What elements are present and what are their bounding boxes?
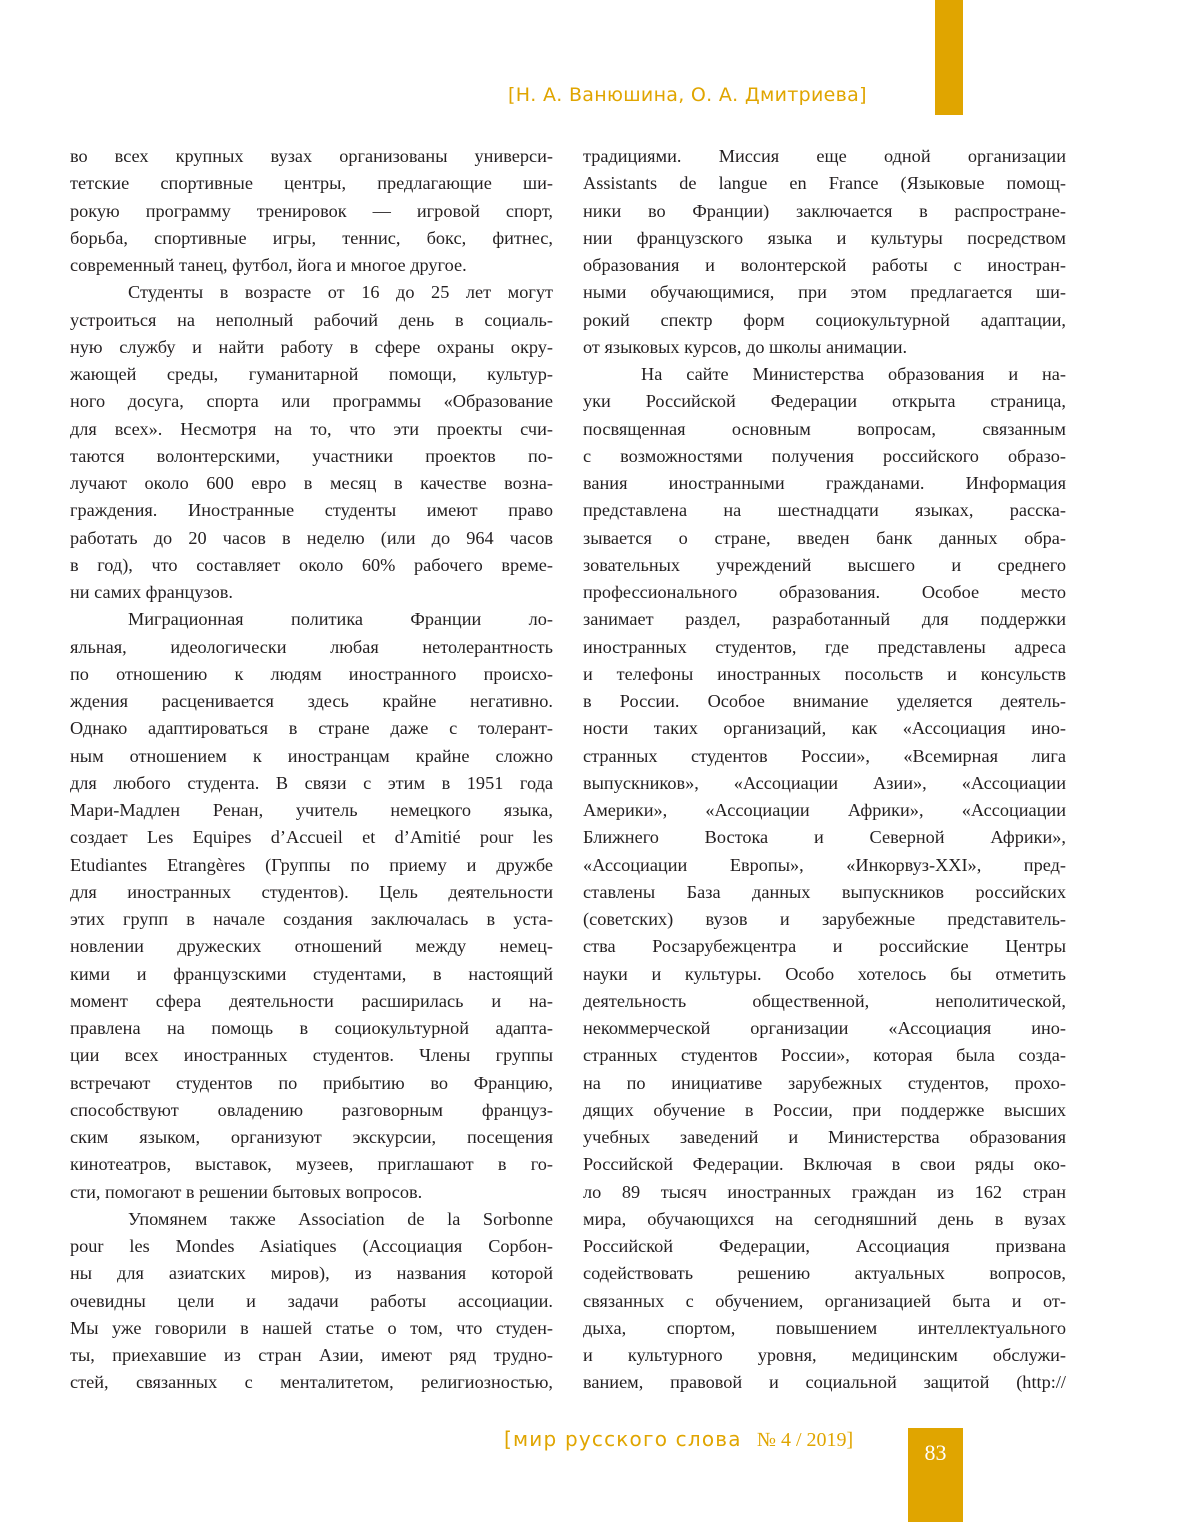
text-line: стей, связанных с менталитетом, религиозностью, — [70, 1372, 553, 1393]
text-line: Студенты в возрасте от 16 до 25 лет могут — [128, 282, 553, 303]
text-line: деятельность общественной, неполитической, — [583, 990, 1066, 1011]
text-line: с возможностями получения российского образо- — [583, 445, 1066, 466]
text-line: науки и культуры. Особо хотелось бы отметить — [583, 963, 1066, 984]
text-line: ло 89 тысяч иностранных граждан из 162 стран — [583, 1181, 1066, 1202]
text-line: ции всех иностранных студентов. Члены группы — [70, 1045, 553, 1066]
text-line: некоммерческой организации «Ассоциация ино- — [583, 1018, 1066, 1038]
text-line: нии французского языка и культуры посредством — [583, 227, 1066, 248]
text-line: этих групп в начале создания заключалась в уста- — [70, 909, 553, 929]
text-line: ным отношением к иностранцам крайне сложно — [70, 745, 553, 766]
text-line: правлена на помощь в социокультурной адапта- — [70, 1018, 553, 1038]
text-line: Миграционная политика Франции ло- — [128, 609, 553, 630]
text-line: встречают студентов по прибытию во Францию, — [70, 1072, 553, 1093]
text-line: зывается о стране, введен банк данных обра- — [583, 527, 1066, 548]
text-line: ны для азиатских миров), из названия которой — [70, 1263, 553, 1284]
text-line: Упомянем также Association de la Sorbonne — [128, 1208, 553, 1229]
text-line: устроиться на неполный рабочий день в социаль- — [70, 309, 553, 330]
text-line: очевидны цели и задачи работы ассоциации. — [70, 1290, 553, 1311]
page-number: 83 — [924, 1440, 947, 1465]
right-column — [583, 143, 1066, 1397]
text-line: ными обучающимися, при этом предлагается ши- — [583, 282, 1066, 303]
text-line: уки Российской Федерации открыта страница, — [583, 391, 1066, 412]
text-line: жающей среды, гуманитарной помощи, культур- — [70, 364, 553, 384]
text-line: «Ассоциации Европы», «Инкорвуз-XXI», пред- — [583, 854, 1066, 875]
text-line: в России. Особое внимание уделяется деятель- — [583, 691, 1066, 711]
text-line: вания иностранными гражданами. Информация — [583, 473, 1066, 493]
text-line: Etudiantes Etrangères (Группы по приему и дружбе — [70, 854, 553, 875]
text-line: дыха, спортом, повышением интеллектуального — [583, 1317, 1066, 1338]
text-line: pour les Mondes Asiatiques (Ассоциация Сорбон- — [70, 1236, 553, 1256]
paragraph — [583, 361, 1066, 1397]
text-line: способствуют овладению разговорным француз- — [70, 1099, 553, 1120]
text-line: ства Росзарубежцентра и российские Центры — [583, 936, 1066, 957]
text-line: работать до 20 часов в неделю (или до 964 часов — [70, 527, 553, 548]
text-line: во всех крупных вузах организованы универси- — [70, 146, 553, 166]
text-line: рокий спектр форм социокультурной адаптации, — [583, 309, 1066, 330]
paragraph — [70, 143, 553, 279]
text-line: профессионального образования. Особое место — [583, 582, 1066, 602]
text-line: (советских) вузов и зарубежные представитель- — [583, 909, 1066, 929]
text-line: странных студентов России», «Всемирная лига — [583, 745, 1066, 766]
text-line: На сайте Министерства образования и на- — [641, 364, 1066, 384]
text-line: связанных с обучением, организацией быта и от- — [583, 1290, 1066, 1311]
text-line: образования и волонтерской работы с иностран- — [583, 255, 1066, 275]
text-line: Ближнего Востока и Северной Африки», — [583, 827, 1066, 848]
left-column — [70, 143, 553, 1397]
text-line: в год), что составляет около 60% рабочего време- — [70, 554, 553, 575]
text-line: таются волонтерскими, участники проектов по- — [70, 445, 553, 466]
text-line: и телефоны иностранных посольств и консульств — [583, 663, 1066, 684]
text-line: по отношению к людям иностранного происхо- — [70, 663, 553, 684]
text-line: занимает раздел, разработанный для поддержки — [583, 609, 1066, 630]
text-line: дящих обучение в России, при поддержке высших — [583, 1099, 1066, 1120]
text-line: учебных заведений и Министерства образования — [583, 1127, 1066, 1147]
text-line: ты, приехавшие из стран Азии, имеют ряд трудно- — [70, 1345, 553, 1365]
paragraph — [70, 1206, 553, 1397]
text-line: Мы уже говорили в нашей статье о том, что студен- — [70, 1317, 553, 1338]
text-line: ного досуга, спорта или программы «Образование — [70, 391, 553, 412]
text-line: рокую программу тренировок — игровой спорт, — [70, 200, 553, 221]
text-line: на по инициативе зарубежных студентов, прохо- — [583, 1072, 1066, 1093]
text-line: Российской Федерации, Ассоциация призвана — [583, 1236, 1066, 1256]
paragraph — [583, 143, 1066, 361]
text-line: и культурного уровня, медицинским обслужи- — [583, 1345, 1066, 1365]
text-line: граждения. Иностранные студенты имеют право — [70, 500, 553, 521]
text-line: мира, обучающихся на сегодняшний день в вузах — [583, 1208, 1066, 1229]
text-line: Америки», «Ассоциации Африки», «Ассоциации — [583, 800, 1066, 820]
text-line: странных студентов России», которая была созда- — [583, 1045, 1066, 1066]
text-line: Мари-Мадлен Ренан, учитель немецкого языка, — [70, 800, 553, 820]
text-line: момент сфера деятельности расширилась и на- — [70, 990, 553, 1011]
paragraph — [70, 606, 553, 1206]
text-line: кими и французскими студентами, в настоящий — [70, 963, 553, 984]
text-line: представлена на шестнадцати языках, расска- — [583, 500, 1066, 521]
text-line: ванием, правовой и социальной защитой (http:// — [583, 1372, 1066, 1393]
text-line: зовательных учреждений высшего и среднего — [583, 554, 1066, 575]
text-line: для любого студента. В связи с этим в 1951 года — [70, 772, 553, 793]
text-line: борьба, спортивные игры, теннис, бокс, фитнес, — [70, 227, 553, 248]
text-line: от языковых курсов, до школы анимации. — [583, 336, 908, 357]
text-line: яльная, идеологически любая нетолерантность — [70, 636, 553, 657]
text-line: выпускников», «Ассоциации Азии», «Ассоциации — [583, 772, 1066, 793]
text-line: иностранных студентов, где представлены адреса — [583, 636, 1066, 657]
text-line: ни самих французов. — [70, 582, 233, 602]
text-line: традициями. Миссия еще одной организации — [583, 146, 1066, 166]
text-line: новлении дружеских отношений между немец- — [70, 936, 553, 957]
text-line: для всех». Несмотря на то, что эти проекты счи- — [70, 418, 553, 439]
journal-name: [мир русского слова — [504, 1427, 742, 1451]
text-line: ники во Франции) заключается в распростране- — [583, 200, 1066, 221]
page-number-box — [908, 1428, 963, 1522]
running-head-authors: [Н. А. Ванюшина, О. А. Дмитриева] — [508, 84, 867, 106]
text-line: ности таких организаций, как «Ассоциация ино- — [583, 718, 1066, 739]
text-line: современный танец, футбол, йога и многое другое. — [70, 255, 467, 275]
text-line: Однако адаптироваться в стране даже с толерант- — [70, 718, 553, 739]
text-line: посвященная основным вопросам, связанным — [583, 418, 1066, 439]
text-line: кинотеатров, выставок, музеев, приглашают в го- — [70, 1154, 553, 1175]
issue-number: № 4 / 2019] — [756, 1429, 854, 1451]
text-line: ждения расценивается здесь крайне негативно. — [70, 691, 553, 711]
text-line: лучают около 600 евро в месяц в качестве возна- — [70, 473, 553, 493]
text-line: ским языком, организуют экскурсии, посещения — [70, 1127, 553, 1147]
paragraph — [70, 279, 553, 606]
text-line: ную службу и найти работу в сфере охраны окру- — [70, 336, 553, 357]
footer-journal-title — [504, 1427, 853, 1452]
text-line: Российской Федерации. Включая в свои ряды око- — [583, 1154, 1066, 1175]
text-line: содействовать решению актуальных вопросов, — [583, 1263, 1066, 1284]
text-line: Assistants de langue en France (Языковые помощ- — [583, 173, 1066, 194]
text-line: сти, помогают в решении бытовых вопросов. — [70, 1181, 423, 1202]
text-line: ставлены База данных выпускников российских — [583, 881, 1066, 902]
text-line: тетские спортивные центры, предлагающие ши- — [70, 173, 553, 194]
text-line: создает Les Equipes d’Accueil et d’Amitié pour les — [70, 827, 553, 848]
top-accent-bar — [935, 0, 963, 115]
text-line: для иностранных студентов). Цель деятельности — [70, 881, 553, 902]
